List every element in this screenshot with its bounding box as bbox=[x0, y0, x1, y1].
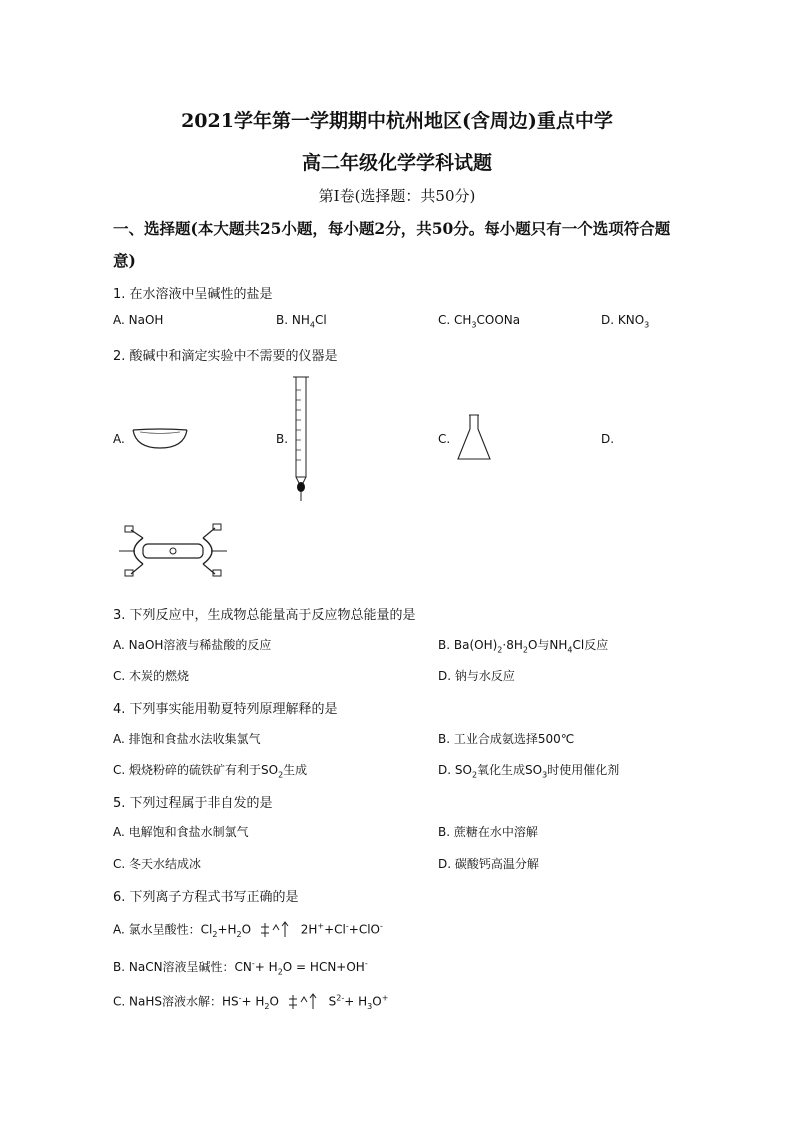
q2-option-b: B. bbox=[276, 432, 289, 446]
evaporating-dish-image bbox=[130, 422, 190, 452]
question-4-stem: 4. 下列事实能用勒夏特列原理解释的是 bbox=[113, 702, 338, 717]
section-heading-cont: 意) bbox=[113, 251, 136, 270]
q5-option-c: C. 冬天水结成冰 bbox=[113, 857, 202, 871]
q1-option-b: B. $NH_4Cl$ bbox=[276, 313, 327, 330]
q6-option-c: C. NaHS溶液水解：$HS^-+ H_2O$ $S^{2-}+ H_3O^+$ bbox=[113, 993, 389, 1011]
q4-option-c: C. 煅烧粉碎的硫铁矿有利于$SO_2$生成 bbox=[113, 763, 308, 780]
q3-option-a: A. NaOH溶液与稀盐酸的反应 bbox=[113, 638, 272, 652]
q2-option-d: D. bbox=[601, 432, 615, 446]
question-6-stem: 6. 下列离子方程式书写正确的是 bbox=[113, 890, 299, 905]
q2-option-a: A. bbox=[113, 432, 125, 446]
burette-clamp-image bbox=[113, 516, 233, 586]
q1-option-a: A. NaOH bbox=[113, 313, 164, 327]
q4-option-a: A. 排饱和食盐水法收集氯气 bbox=[113, 732, 261, 746]
question-5-stem: 5. 下列过程属于非自发的是 bbox=[113, 796, 273, 811]
question-1-stem: 1. 在水溶液中呈碱性的盐是 bbox=[113, 287, 273, 302]
q4-option-d: D. $SO_2$氧化生成$SO_3$时使用催化剂 bbox=[438, 763, 620, 780]
paper-title: 2021学年第一学期期中杭州地区(含周边)重点中学 bbox=[181, 110, 613, 132]
q3-option-b: B. $Ba(OH)_2\cdot 8H_2O$与$NH_4Cl$反应 bbox=[438, 638, 609, 655]
q6-option-b: B. NaCN溶液呈碱性：$CN^-+ H_2O = HCN+OH^-$ bbox=[113, 959, 368, 977]
q2-option-c: C. bbox=[438, 432, 451, 446]
q3-option-c: C. 木炭的燃烧 bbox=[113, 669, 190, 683]
reversible-arrow-icon bbox=[259, 920, 289, 940]
volume-heading: 第Ⅰ卷(选择题：共50分) bbox=[318, 187, 476, 205]
reversible-arrow-icon-2 bbox=[287, 992, 317, 1012]
q3-option-d: D. 钠与水反应 bbox=[438, 669, 515, 683]
burette-image bbox=[288, 375, 314, 505]
section-heading: 一、选择题(本大题共25小题，每小题2分，共50分。每小题只有一个选项符合题 bbox=[113, 219, 671, 238]
q5-option-d: D. 碳酸钙高温分解 bbox=[438, 857, 539, 871]
q1-option-d: D. $KNO_3$ bbox=[601, 313, 650, 330]
q4-option-b: B. 工业合成氨选择500℃ bbox=[438, 732, 575, 746]
conical-flask-image bbox=[454, 413, 494, 463]
paper-subtitle: 高二年级化学学科试题 bbox=[301, 152, 492, 174]
q6-option-a: A. 氯水呈酸性：$Cl_2+H_2O$ 2H++Cl-+ClO- bbox=[113, 921, 383, 939]
q5-option-a: A. 电解饱和食盐水制氯气 bbox=[113, 825, 249, 839]
question-3-stem: 3. 下列反应中，生成物总能量高于反应物总能量的是 bbox=[113, 608, 416, 623]
q1-option-c: C. $CH_3COONa$ bbox=[438, 313, 521, 330]
question-2-stem: 2. 酸碱中和滴定实验中不需要的仪器是 bbox=[113, 349, 338, 364]
q5-option-b: B. 蔗糖在水中溶解 bbox=[438, 825, 538, 839]
